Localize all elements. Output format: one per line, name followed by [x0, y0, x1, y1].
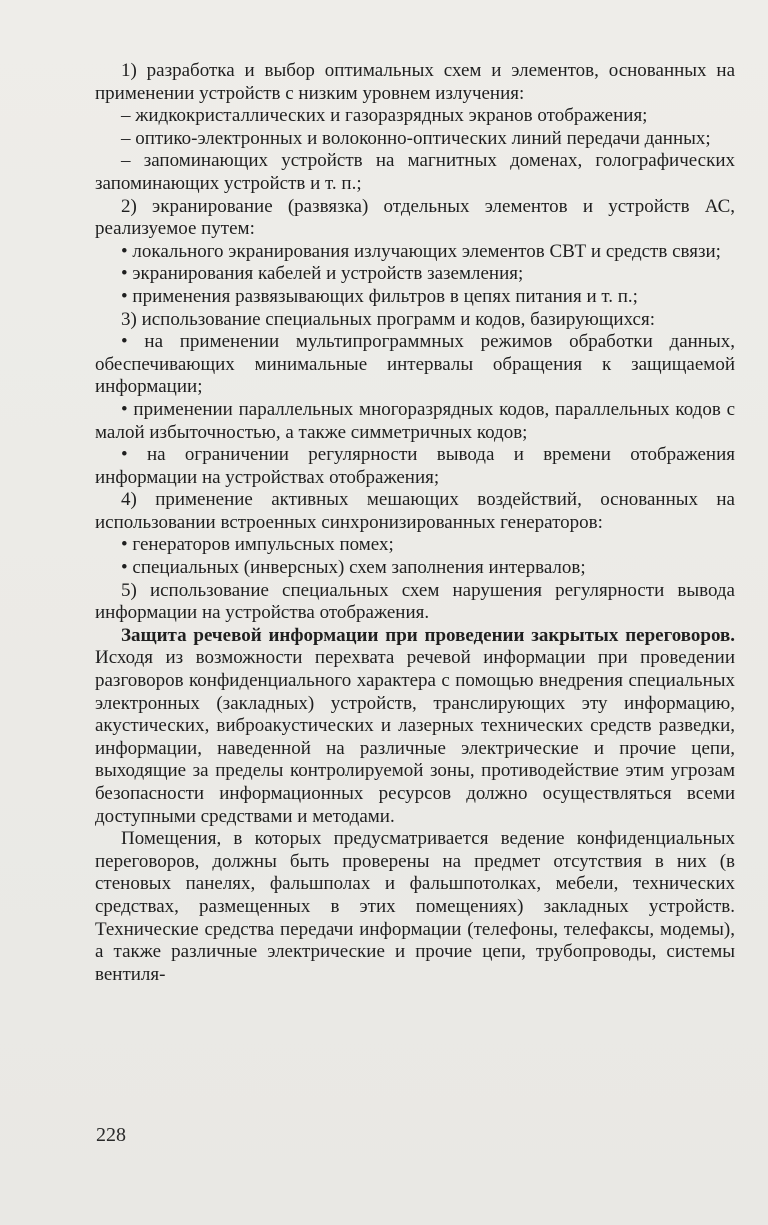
section-paragraph: [95, 625, 735, 828]
paragraph: • экранирования кабелей и устройств заземления;: [121, 263, 524, 285]
paragraph: • на применении мультипрограммных режимов обработки данных, обеспечивающих минимальные интервалы обращения к защищаемой информации;: [95, 331, 735, 398]
paragraph: • на ограничении регулярности вывода и времени отображения информации на устройствах отображения;: [95, 444, 735, 488]
paragraph: • применения развязывающих фильтров в цепях питания и т. п.;: [121, 285, 638, 307]
paragraph: • локального экранирования излучающих элементов СВТ и средств связи;: [121, 240, 721, 262]
page-number: 228: [96, 1124, 126, 1146]
section-text: Исходя из возможности перехвата речевой информации при проведении разговоров конфиденциального характера с помощью внедрения специальных электронных (закладных) устройств, транслирующих эту информацию, акустических, виброакустических и лазерных технических средств разведки, информации, наведенной на различные электрические и прочие цепи, выходящие за пределы контролируемой зоны, противодействие этим угрозам безопасности информационных ресурсов должно осуществляться всеми доступными средствами и методами.: [95, 647, 735, 827]
paragraph: Помещения, в которых предусматривается ведение конфиденциальных переговоров, должны быть проверены на предмет отсутствия в них (в стеновых панелях, фальшполах и фальшпотолках, мебели, технических средствах, размещенных в этих помещениях) закладных устройств. Технические средства передачи информации (телефоны, телефаксы, модемы), а также различные электрические и прочие цепи, трубопроводы, системы вентиля-: [95, 828, 735, 985]
paragraph: 2) экранирование (развязка) отдельных элементов и устройств АС, реализуемое путем:: [95, 195, 735, 240]
paragraph: 1) разработка и выбор оптимальных схем и элементов, основанных на применении устройств с низким уровнем излучения:: [95, 60, 735, 104]
paragraph: • генераторов импульсных помех;: [121, 534, 394, 556]
paragraph: 4) применение активных мешающих воздействий, основанных на использовании встроенных синхронизированных генераторов:: [95, 489, 735, 533]
paragraph: – жидкокристаллических и газоразрядных экранов отображения;: [121, 105, 648, 127]
run-in-heading: Защита речевой информации при проведении закрытых переговоров.: [121, 624, 735, 646]
paragraph: • специальных (инверсных) схем заполнения интервалов;: [121, 557, 586, 579]
paragraph: 3) использование специальных программ и кодов, базирующихся:: [121, 308, 655, 330]
paragraph: – оптико-электронных и волоконно-оптических линий передачи данных;: [121, 127, 711, 149]
body-text: [95, 60, 735, 986]
paragraph: – запоминающих устройств на магнитных доменах, голографических запоминающих устройств и т. п.;: [95, 150, 735, 194]
paragraph: 5) использование специальных схем нарушения регулярности вывода информации на устройства отображения.: [95, 579, 735, 624]
paragraph: • применении параллельных многоразрядных кодов, параллельных кодов с малой избыточностью, а также симметричных кодов;: [95, 398, 735, 443]
